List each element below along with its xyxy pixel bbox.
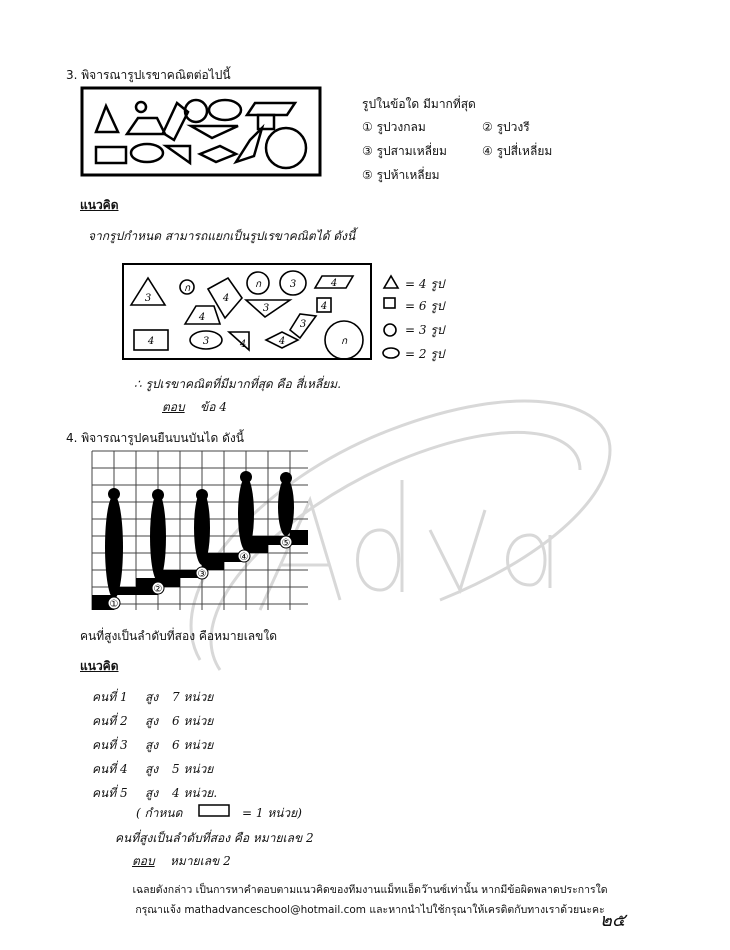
q4-row-1-value: 7 หน่วย xyxy=(172,690,214,704)
q4-row-1-who: คนที่ 1 xyxy=(92,690,128,704)
q3-option-1: ① รูปวงกลม xyxy=(362,120,426,134)
q4-row-3-value: 6 หน่วย xyxy=(172,738,214,752)
q4-row-4-who: คนที่ 4 xyxy=(92,762,128,776)
q3-count-ellipse: = 2 รูป xyxy=(405,347,445,361)
q4-row-4-value: 5 หน่วย xyxy=(172,762,214,776)
q3-label-quad-2: 4 xyxy=(222,293,230,304)
q3-label-tri-1: 3 xyxy=(144,293,152,304)
q3-count-square: = 6 รูป xyxy=(405,299,445,313)
q3-option-2: ② รูปวงรี xyxy=(482,120,530,134)
q3-label-quad-7: 4 xyxy=(278,336,286,347)
person-label-4: ④ xyxy=(239,552,249,563)
q3-prompt: รูปในข้อใด มีมากที่สุด xyxy=(362,97,476,111)
q3-question: 3. พิจารณารูปเรขาคณิตต่อไปนี้ xyxy=(66,68,231,82)
footer-line-2: กรุณาแจ้ง mathadvanceschool@hotmail.com และหากนำไปใช้กรุณาให้เครดิตกับทางเราด้วยนะคะ xyxy=(135,904,605,916)
q4-row-2-value: 6 หน่วย xyxy=(172,714,214,728)
q3-conclusion: ∴ รูปเรขาคณิตที่มีมากที่สุด คือ สี่เหลี่ยม. xyxy=(134,377,342,391)
footer-line-1: เฉลยดังกล่าว เป็นการหาคำตอบตามแนวคิดของทีมงานแม็ทแอ็ดว๊านซ์เท่านั้น หากมีข้อผิดพลาดประการใด xyxy=(132,884,608,896)
q3-solution-heading: แนวคิด xyxy=(80,198,119,212)
q4-row-5-value: 4 หน่วย. xyxy=(172,786,218,800)
q3-label-circ-2: ก xyxy=(254,279,262,290)
q4-row-3-who: คนที่ 3 xyxy=(92,738,128,752)
q3-label-circ-1: ก xyxy=(183,283,191,294)
q3-solution-intro: จากรูปกำหนด สามารถแยกเป็นรูปเรขาคณิตได้ ดังนี้ xyxy=(88,229,356,243)
q4-answer-label: ตอบ xyxy=(132,854,155,868)
q3-answer: ข้อ 4 xyxy=(200,400,227,414)
q3-option-4: ④ รูปสี่เหลี่ยม xyxy=(482,144,553,158)
q3-label-tri-2: 3 xyxy=(289,279,297,290)
q4-row-2-who: คนที่ 2 xyxy=(92,714,128,728)
person-label-3: ③ xyxy=(197,569,207,580)
q3-label-quad-1: 4 xyxy=(198,312,206,323)
q3-option-5: ⑤ รูปห้าเหลี่ยม xyxy=(362,168,440,182)
person-label-2: ② xyxy=(153,584,163,595)
q3-label-quad-4: 4 xyxy=(320,301,328,312)
q3-label-quad-5: 4 xyxy=(147,336,155,347)
q4-row-5-tall: สูง xyxy=(145,786,159,800)
q4-row-5-who: คนที่ 5 xyxy=(92,786,128,800)
q4-row-2-tall: สูง xyxy=(145,714,159,728)
q4-answer: หมายเลข 2 xyxy=(170,854,231,868)
q3-count-triangle: = 4 รูป xyxy=(405,277,445,291)
q3-label-tri-3: 3 xyxy=(262,303,270,314)
q4-unit-note-right: = 1 หน่วย) xyxy=(242,806,302,820)
q4-question: 4. พิจารณารูปคนยืนบนบันได ดังนี้ xyxy=(66,431,244,445)
q3-label-quad-3: 4 xyxy=(330,278,338,289)
q3-option-3: ③ รูปสามเหลี่ยม xyxy=(362,144,447,158)
q4-solution-heading: แนวคิด xyxy=(80,659,119,673)
q3-label-quad-6: 4 xyxy=(239,339,247,350)
q4-row-3-tall: สูง xyxy=(145,738,159,752)
q4-row-4-tall: สูง xyxy=(145,762,159,776)
person-label-1: ① xyxy=(109,599,119,610)
q3-count-circle: = 3 รูป xyxy=(405,323,445,337)
q3-answer-label: ตอบ xyxy=(162,400,185,414)
page-number-mark: ๒๕ xyxy=(600,910,626,931)
q4-conclusion: คนที่สูงเป็นลำดับที่สอง คือ หมายเลข 2 xyxy=(115,831,314,845)
q4-unit-note-left: ( กำหนด xyxy=(136,806,183,820)
q4-prompt: คนที่สูงเป็นลำดับที่สอง คือหมายเลขใด xyxy=(80,629,277,643)
person-label-5: ⑤ xyxy=(281,538,291,549)
q3-label-tri-4: 3 xyxy=(299,319,307,330)
q4-row-1-tall: สูง xyxy=(145,690,159,704)
q3-label-tri-5: 3 xyxy=(202,336,210,347)
q3-label-circ-3: ก xyxy=(340,336,348,347)
